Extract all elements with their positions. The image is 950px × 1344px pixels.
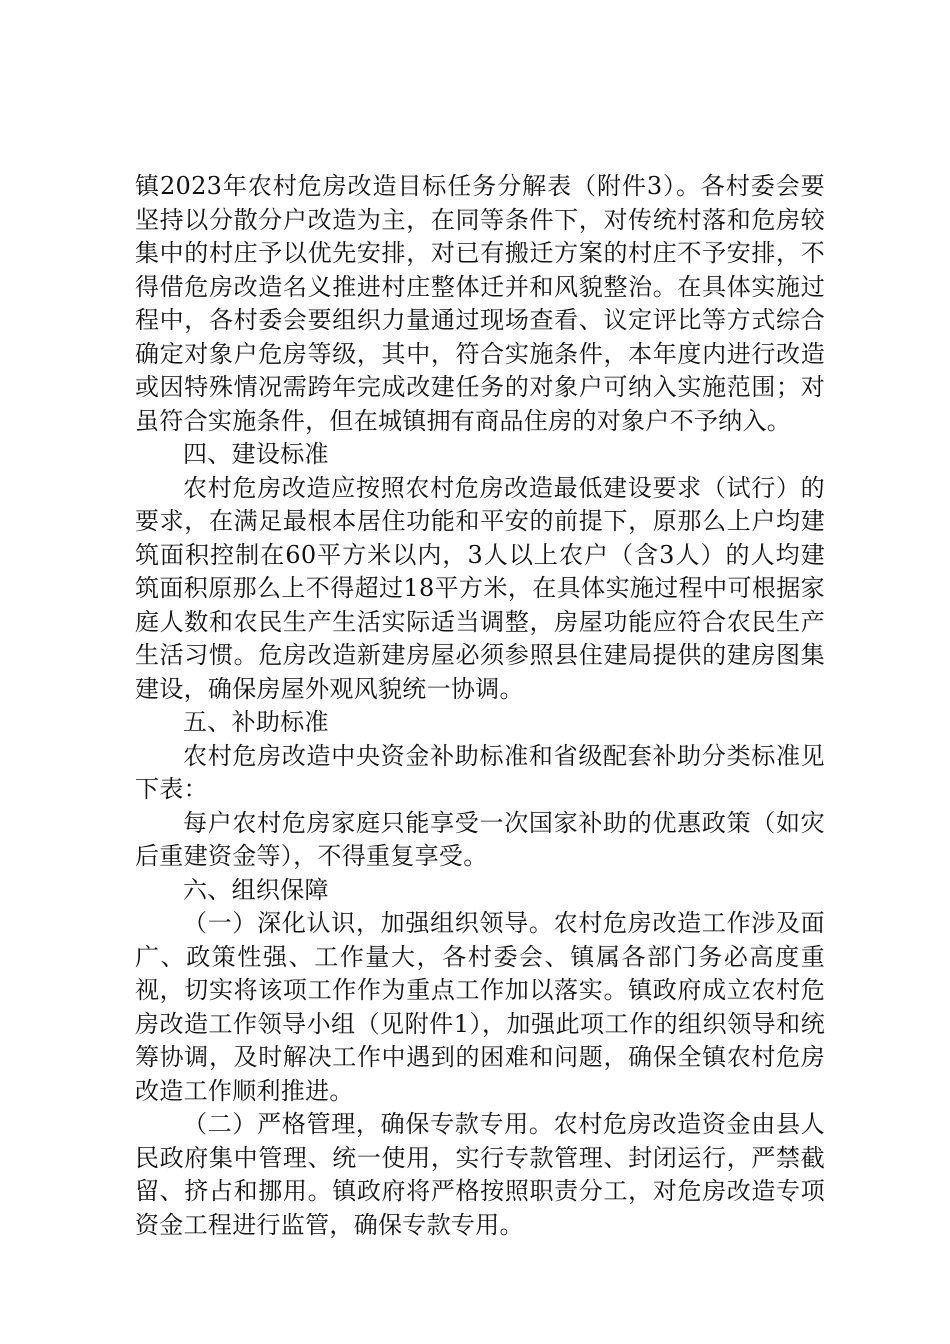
paragraph-fund-management: （二）严格管理，确保专款专用。农村危房改造资金由县人民政府集中管理、统一使用，实行专款管理、封闭运行，严禁截留、挤占和挪用。镇政府将严格按照职责分工，对危房改造专项资金工程进行监管，确保专款专用。 [135, 1110, 825, 1239]
heading-organizational-guarantee: 六、组织保障 [183, 875, 329, 904]
paragraph-leadership: （一）深化认识，加强组织领导。农村危房改造工作涉及面广、政策性强、工作量大，各村委会、镇属各部门务必高度重视，切实将该项工作作为重点工作加以落实。镇政府成立农村危房改造工作领导小组（见附件1），加强此项工作的组织领导和统筹协调，及时解决工作中遇到的困难和问题，确保全镇农村危房改造工作顺利推进。 [135, 909, 825, 1105]
paragraph-subsidy-once: 每户农村危房家庭只能享受一次国家补助的优惠政策（如灾后重建资金等），不得重复享受。 [135, 808, 825, 870]
paragraph-task-breakdown: 镇2023年农村危房改造目标任务分解表（附件3）。各村委会要坚持以分散分户改造为主，在同等条件下，对传统村落和危房较集中的村庄予以优先安排，对已有搬迁方案的村庄不予安排，不得借危房改造名义推进村庄整体迁并和风貌整治。在具体实施过程中，各村委会要组织力量通过现场查看、议定评比等方式综合确定对象户危房等级，其中，符合实施条件，本年度内进行改造或因特殊情况需跨年完成改建任务的对象户可纳入实施范围；对虽符合实施条件，但在城镇拥有商品住房的对象户不予纳入。 [135, 172, 825, 435]
paragraph-subsidy-table-ref: 农村危房改造中央资金补助标准和省级配套补助分类标准见下表： [135, 741, 825, 803]
heading-construction-standards: 四、建设标准 [183, 440, 329, 468]
heading-subsidy-standards: 五、补助标准 [183, 708, 329, 736]
paragraph-construction-standards: 农村危房改造应按照农村危房改造最低建设要求（试行）的要求，在满足最根本居住功能和平安的前提下，原那么上户均建筑面积控制在60平方米以内，3人以上农户（含3人）的人均建筑面积原那么上不得超过18平方米，在具体实施过程中可根据家庭人数和农民生产生活实际适当调整，房屋功能应符合农民生产生活习惯。危房改造新建房屋必须参照县住建局提供的建房图集建设，确保房屋外观风貌统一协调。 [135, 473, 825, 703]
document-body [135, 170, 825, 1242]
